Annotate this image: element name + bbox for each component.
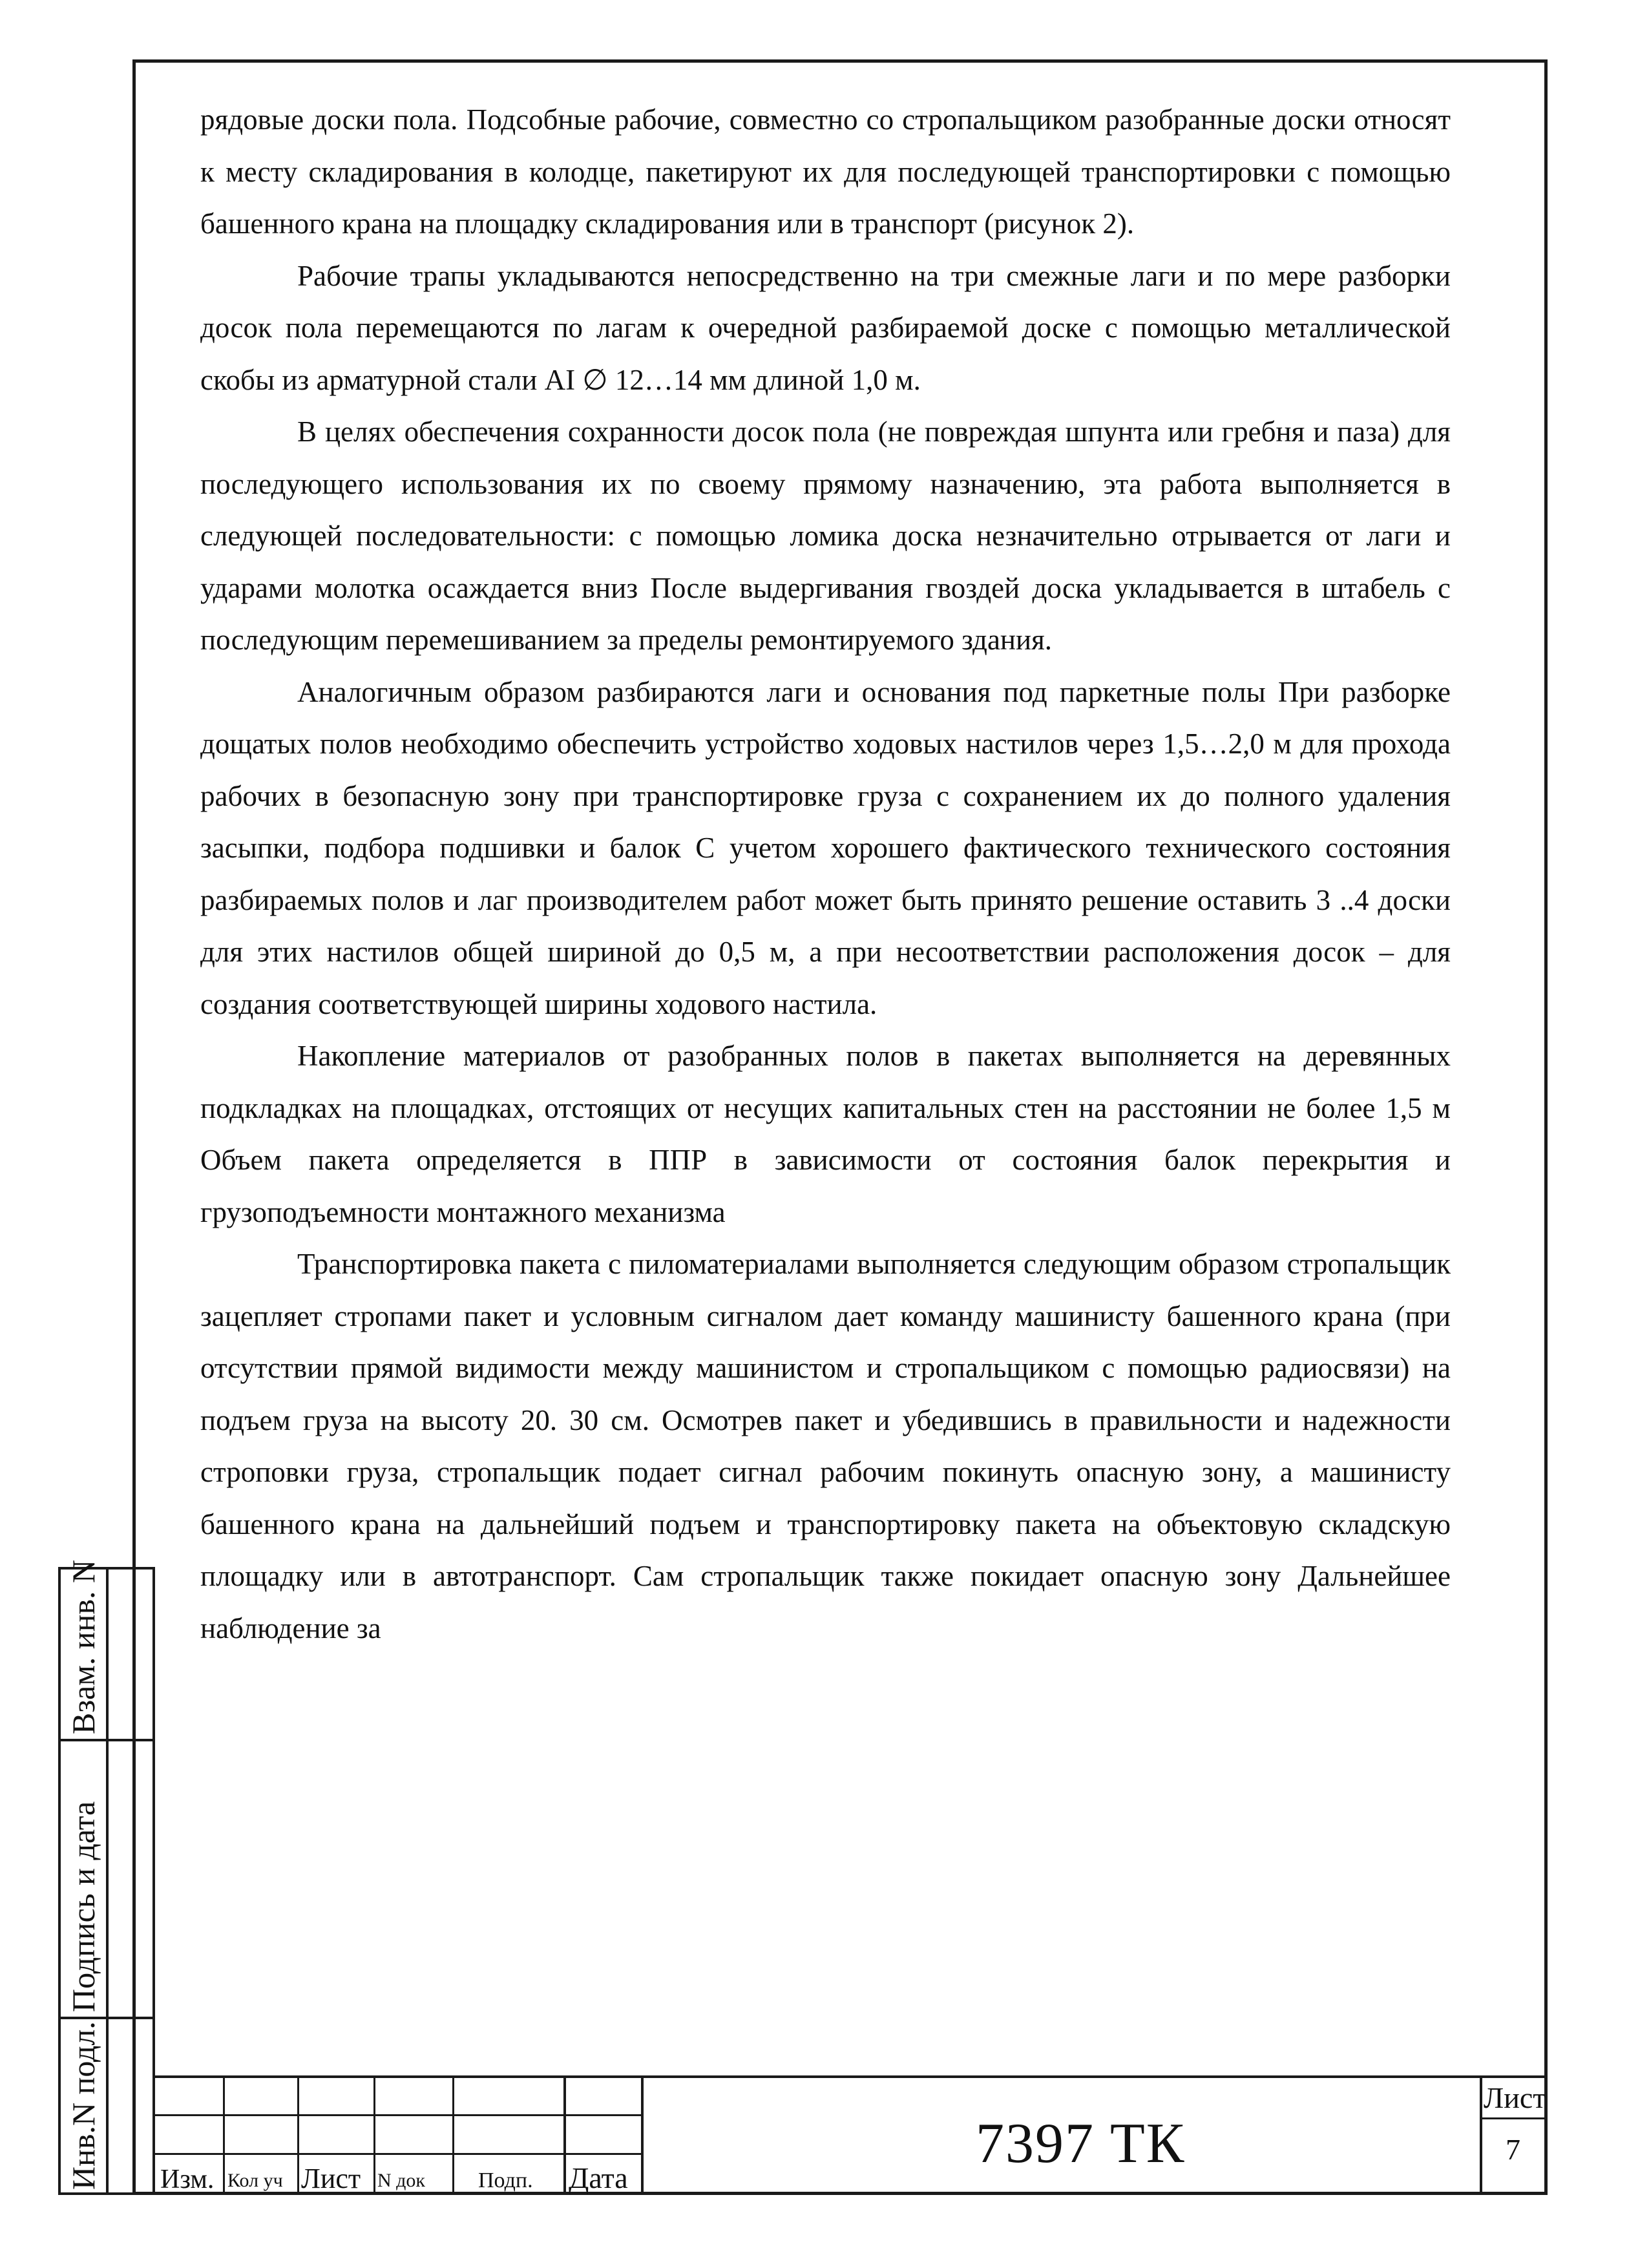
col-n-dok: N док [377, 2170, 426, 2191]
document-code: 7397 ТК [976, 2112, 1186, 2175]
paragraph: рядовые доски пола. Подсобные рабочие, совместно со стропальщиком разобранные доски относят к месту складирования в колодце, пакетируют их для последующей транспортировки с помощью башенного крана на площадку складирования или в транспорт (рисунок 2). [200, 103, 1451, 240]
paragraph: В целях обеспечения сохранности досок пола (не повреждая шпунта или гребня и паза) для последующего использования их по своему прямому назначению, эта работа выполняется в следующей последовательности: с помощью ломика доска незначительно отрывается от лаги и ударами молотка осаждается вниз После выдергивания гвоздей доска укладывается в штабель с последующим перемешиванием за пределы ремонтируемого здания. [200, 415, 1451, 656]
col-izm: Изм. [160, 2165, 215, 2194]
col-kol-uch: Кол уч [227, 2170, 283, 2191]
sheet-number: 7 [1506, 2133, 1520, 2166]
sheet-label: Лист [1484, 2081, 1546, 2114]
document-body [200, 94, 1451, 1654]
col-list: Лист [301, 2163, 361, 2194]
paragraph: Рабочие трапы укладываются непосредственно на три смежные лаги и по мере разборки досок пола перемещаются по лагам к очередной разбираемой доске с помощью металлической скобы из арматурной стали AI ∅ 12…14 мм длиной 1,0 м. [200, 259, 1451, 396]
col-podp: Подп. [478, 2168, 533, 2192]
paragraph: Транспортировка пакета с пиломатериалами выполняется следующим образом стропальщик зацепляет стропами пакет и условным сигналом дает команду машинисту башенного крана (при отсутствии прямой видимости между машинистом и стропальщиком с помощью радиосвязи) на подъем груза на высоту 20. 30 см. Осмотрев пакет и убедившись в правильности и надежности строповки груза, стропальщик подает сигнал рабочим покинуть опасную зону, а машинисту башенного крана на дальнейший подъем и транспортировку пакета на объектовую складскую площадку или в автотранспорт. Сам стропальщик также покидает опасную зону Дальнейшее наблюдение за [200, 1248, 1451, 1644]
podpis-data-label: Подпись и дата [65, 1801, 101, 2012]
vzam-inv-label: Взам. инв. N [65, 1559, 101, 1734]
paragraph: Накопление материалов от разобранных полов в пакетах выполняется на деревянных подкладках на площадках, отстоящих от несущих капитальных стен на расстоянии не более 1,5 м Объем пакета определяется в ППР в зависимости от состояния балок перекрытия и грузоподъемности монтажного механизма [200, 1040, 1451, 1228]
paragraph: Аналогичным образом разбираются лаги и основания под паркетные полы При разборке дощатых полов необходимо обеспечить устройство ходовых настилов через 1,5…2,0 м для прохода рабочих в безопасную зону при транспортировке груза с сохранением их до полного удаления засыпки, подбора подшивки и балок С учетом хорошего фактического технического состояния разбираемых полов и лаг производителем работ может быть принято решение оставить 3 ..4 доски для этих настилов общей шириной до 0,5 м, а при несоответствии расположения досок – для создания соответствующей ширины ходового настила. [200, 675, 1451, 1020]
col-data: Дата [569, 2161, 628, 2194]
side-stamp [58, 1559, 155, 2195]
title-block [155, 2075, 1548, 2195]
inv-podl-label: Инв.N подл. [65, 2021, 101, 2190]
